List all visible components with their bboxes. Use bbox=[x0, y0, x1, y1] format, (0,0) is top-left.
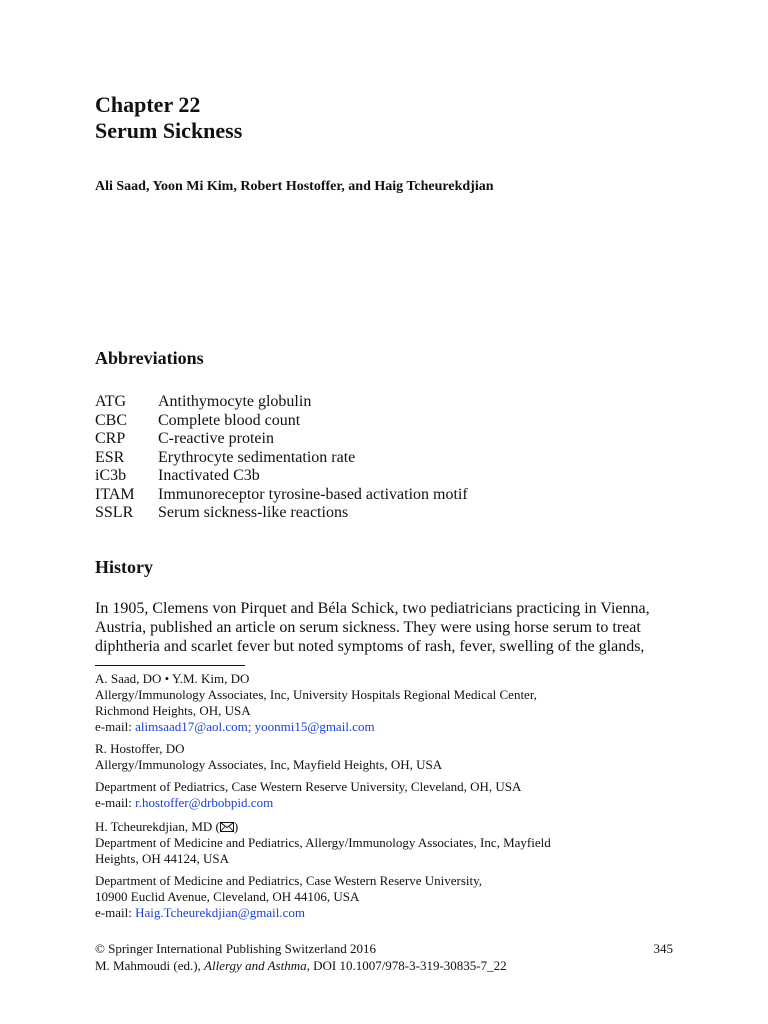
paragraph-line: In 1905, Clemens von Pirquet and Béla Schick, two pediatricians practicing in Vienna, bbox=[95, 600, 650, 617]
footnote-divider bbox=[95, 665, 245, 666]
abbreviation-definition: Serum sickness-like reactions bbox=[158, 504, 349, 521]
email-label: e-mail: bbox=[95, 719, 136, 734]
envelope-icon bbox=[220, 822, 234, 832]
abbreviations-heading: Abbreviations bbox=[95, 348, 204, 368]
affiliation-names: R. Hostoffer, DO bbox=[95, 741, 185, 756]
abbreviation-term: ESR bbox=[95, 448, 125, 466]
email-line bbox=[95, 795, 521, 811]
affiliation-line: Heights, OH 44124, USA bbox=[95, 851, 229, 866]
abbreviation-term: iC3b bbox=[95, 467, 127, 484]
author-list: Ali Saad, Yoon Mi Kim, Robert Hostoffer, and Haig Tcheurekdjian bbox=[95, 179, 494, 194]
affiliation-tcheurekdjian bbox=[95, 819, 551, 867]
history-heading: History bbox=[95, 557, 153, 577]
affiliation-line: Department of Medicine and Pediatrics, Allergy/Immunology Associates, Inc, Mayfield bbox=[95, 835, 551, 850]
affiliation-names: H. Tcheurekdjian, MD ( bbox=[95, 819, 220, 834]
affiliation-names-line bbox=[95, 819, 551, 835]
chapter-title: Serum Sickness bbox=[95, 118, 243, 143]
affiliation-saad-kim bbox=[95, 671, 537, 735]
affiliation-line: Allergy/Immunology Associates, Inc, University Hospitals Regional Medical Center, bbox=[95, 687, 537, 702]
affiliation-names-close: ) bbox=[233, 819, 239, 834]
paragraph-line: diphtheria and scarlet fever but noted symptoms of rash, fever, swelling of the glands, bbox=[95, 638, 645, 655]
abbreviation-definition: Antithymocyte globulin bbox=[158, 393, 312, 410]
email-link[interactable]: Haig.Tcheurekdjian@gmail.com bbox=[135, 905, 305, 920]
abbreviation-term: CRP bbox=[95, 430, 126, 447]
book-citation bbox=[95, 957, 507, 975]
affiliation-hostoffer-dept bbox=[95, 779, 521, 811]
affiliation-line: Department of Medicine and Pediatrics, Case Western Reserve University, bbox=[95, 873, 483, 888]
email-line bbox=[95, 905, 482, 921]
affiliation-names: A. Saad, DO • Y.M. Kim, DO bbox=[95, 671, 250, 686]
affiliation-line: Richmond Heights, OH, USA bbox=[95, 703, 251, 718]
book-title: Allergy and Asthma bbox=[204, 958, 307, 973]
email-label: e-mail: bbox=[95, 905, 136, 920]
history-paragraph bbox=[95, 599, 675, 656]
book-doi: , DOI 10.1007/978-3-319-30835-7_22 bbox=[306, 958, 507, 973]
abbreviation-definition: C-reactive protein bbox=[158, 430, 274, 447]
abbreviation-term: CBC bbox=[95, 411, 128, 429]
chapter-number: Chapter 22 bbox=[95, 92, 201, 117]
email-label: e-mail: bbox=[95, 795, 136, 810]
copyright-notice: © Springer International Publishing Switzerland 2016 bbox=[95, 941, 377, 956]
abbreviation-term: ATG bbox=[95, 393, 127, 410]
abbreviation-definition: Inactivated C3b bbox=[158, 467, 260, 484]
paragraph-line: Austria, published an article on serum sickness. They were using horse serum to treat bbox=[95, 619, 641, 636]
affiliation-tcheurekdjian-dept bbox=[95, 873, 482, 921]
email-line bbox=[95, 719, 537, 735]
affiliation-line: Allergy/Immunology Associates, Inc, Mayfield Heights, OH, USA bbox=[95, 757, 443, 772]
affiliation-line: 10900 Euclid Avenue, Cleveland, OH 44106, USA bbox=[95, 889, 360, 904]
abbreviation-definition: Erythrocyte sedimentation rate bbox=[158, 448, 356, 466]
abbreviation-term: ITAM bbox=[95, 485, 135, 503]
affiliation-line: Department of Pediatrics, Case Western Reserve University, Cleveland, OH, USA bbox=[95, 779, 522, 794]
affiliation-hostoffer bbox=[95, 741, 442, 773]
abbreviation-term: SSLR bbox=[95, 504, 134, 521]
abbreviation-definition: Complete blood count bbox=[158, 411, 301, 429]
page-number: 345 bbox=[653, 941, 673, 956]
book-editor: M. Mahmoudi (ed.), bbox=[95, 958, 205, 973]
abbreviation-definition: Immunoreceptor tyrosine-based activation motif bbox=[158, 485, 468, 503]
email-link[interactable]: alimsaad17@aol.com; yoonmi15@gmail.com bbox=[135, 719, 375, 734]
email-link[interactable]: r.hostoffer@drbobpid.com bbox=[135, 795, 274, 810]
